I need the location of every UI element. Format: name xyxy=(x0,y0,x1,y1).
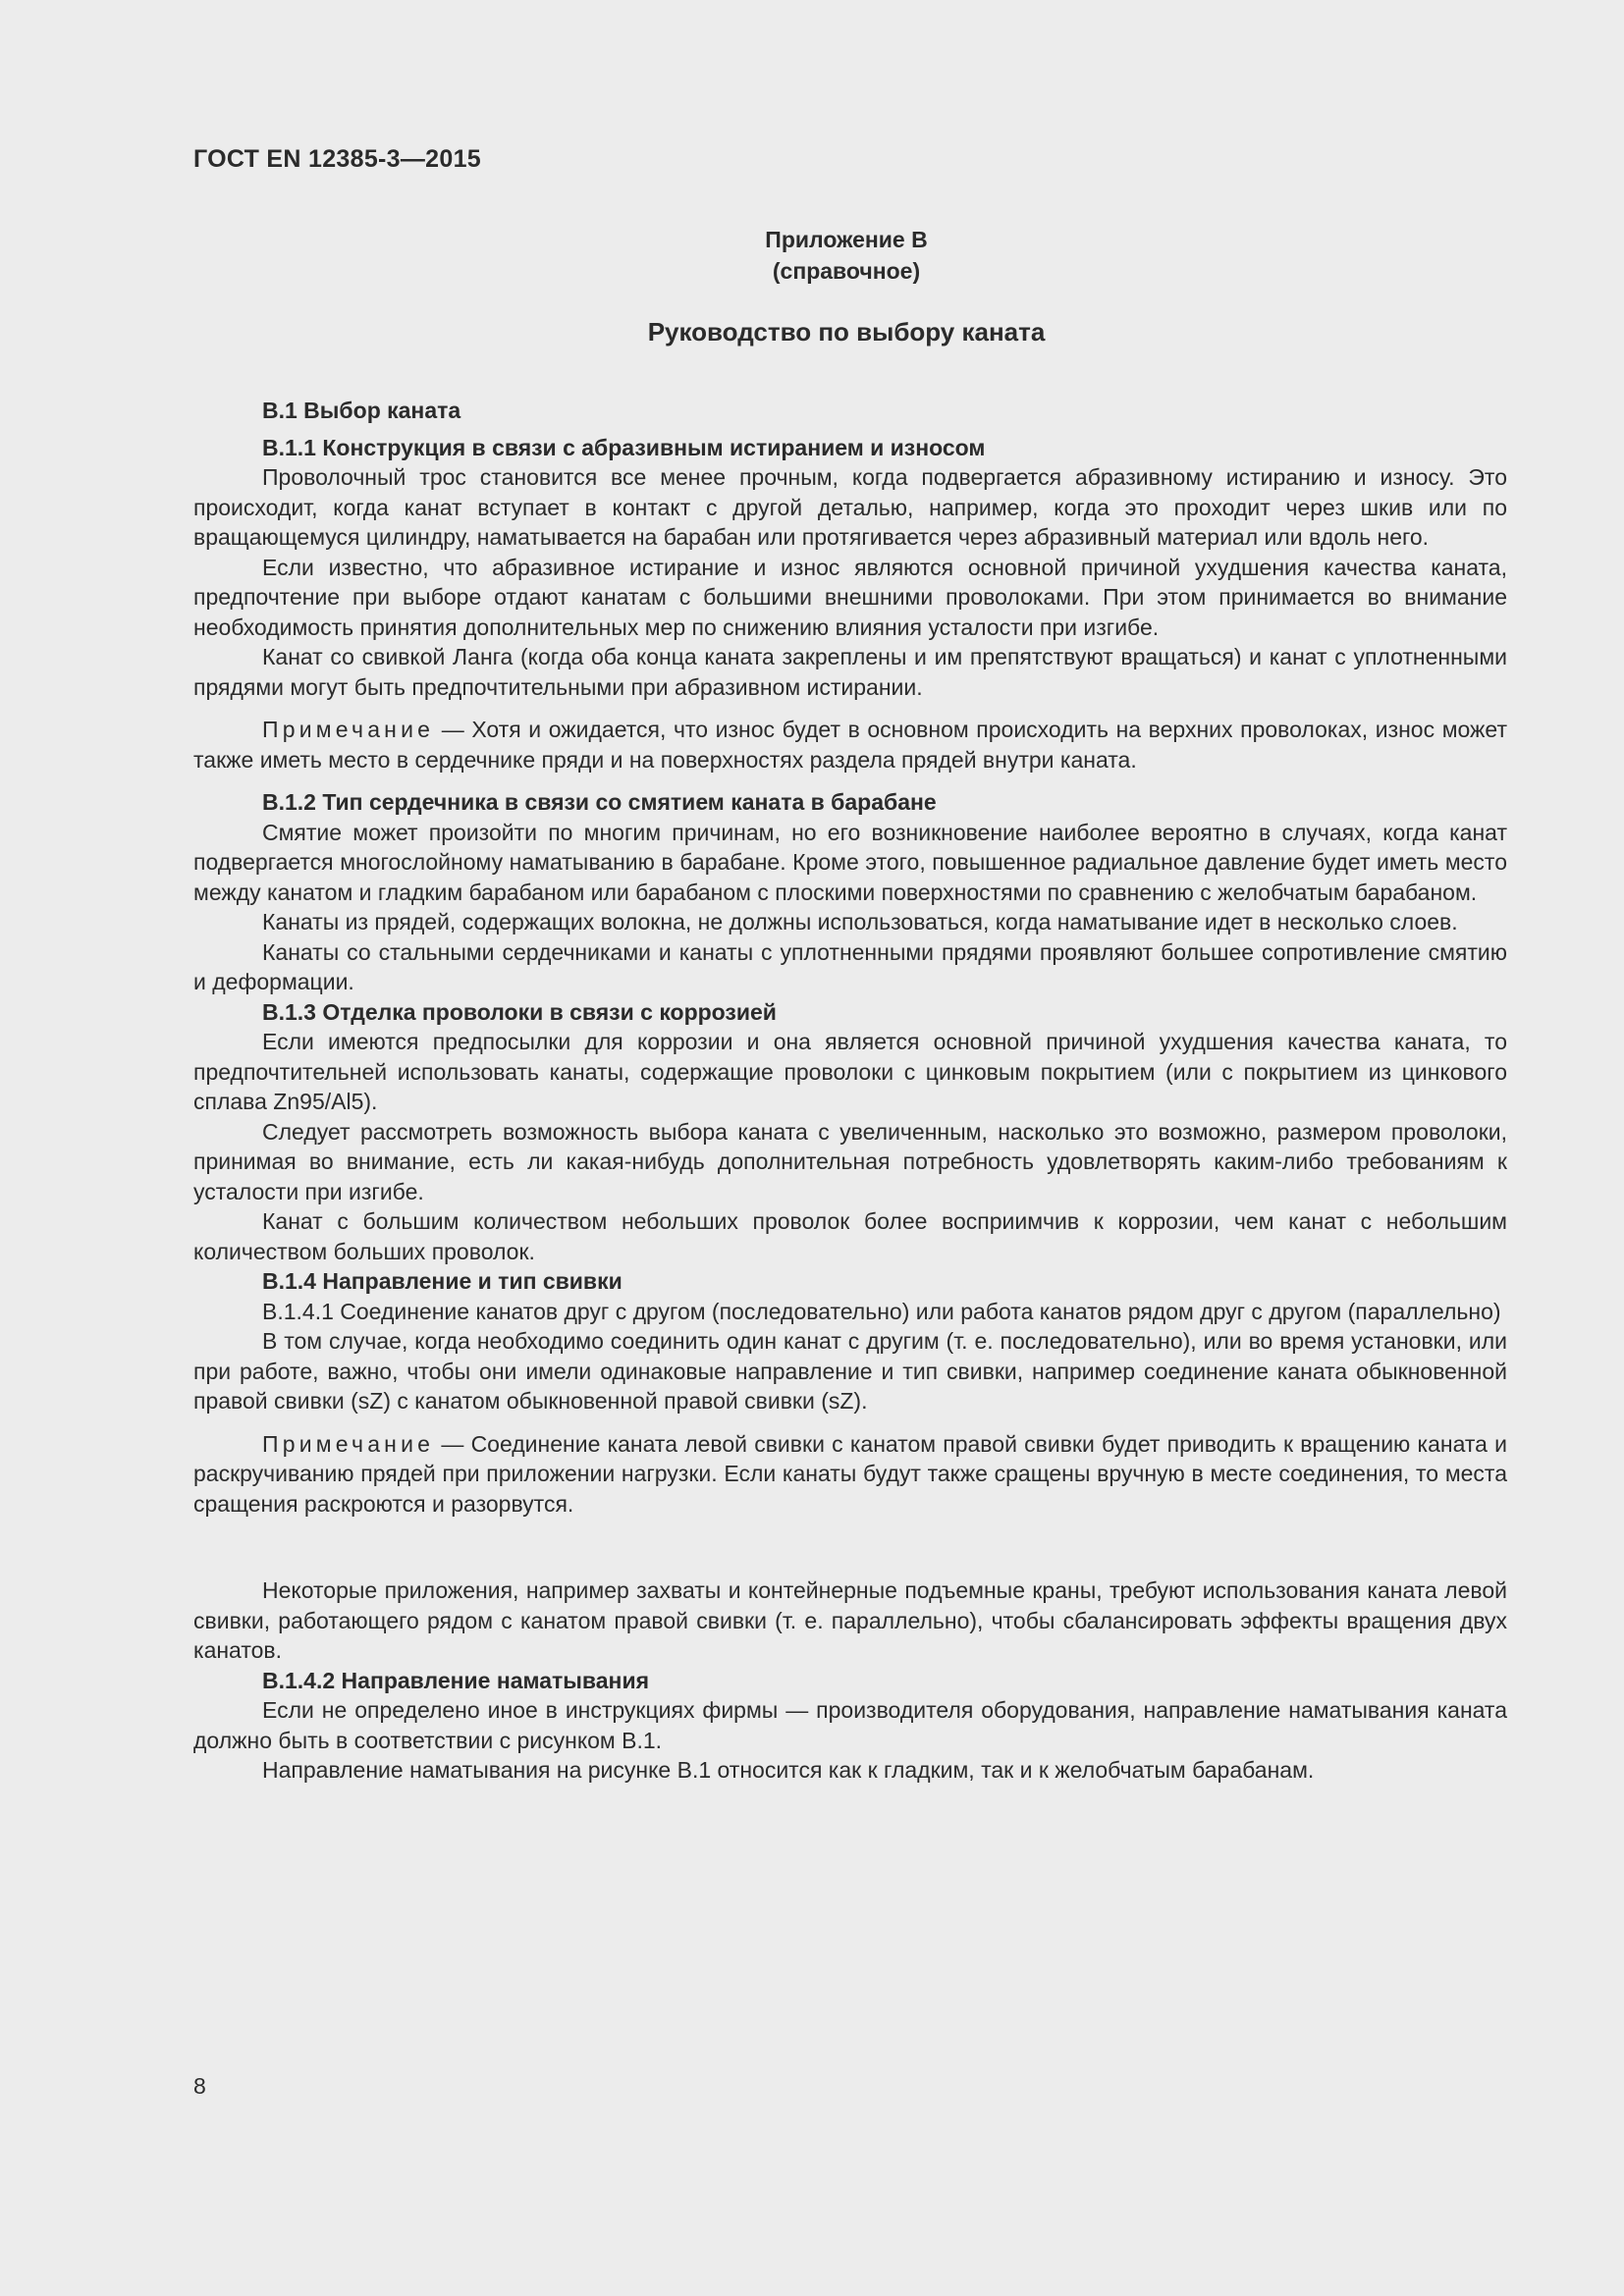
note-text: — Соединение каната левой свивки с канатом правой свивки будет приводить к вращению каната и раскручиванию прядей при приложении нагрузки. Если канаты будут также сращены вручную в месте соединения, то места сращения раскроются и разорвутся. xyxy=(193,1430,1507,1517)
subsection-heading: В.1.4.2 Направление наматывания xyxy=(262,1667,649,1693)
document-code: ГОСТ EN 12385-3—2015 xyxy=(193,145,481,173)
paragraph: Если не определено иное в инструкциях фирмы — производителя оборудования, направление наматывания каната должно быть в соответствии с рисунком В.1. xyxy=(193,1697,1507,1753)
annex-title: Приложение В xyxy=(765,227,928,252)
document-body xyxy=(193,396,1507,1786)
note-label: Примечание xyxy=(262,717,435,742)
paragraph: Канат с большим количеством небольших проволок более восприимчив к коррозии, чем канат с небольшим количеством больших проволок. xyxy=(193,1208,1507,1264)
note xyxy=(193,715,1507,774)
note-label: Примечание xyxy=(262,1430,435,1457)
note-text: — Хотя и ожидается, что износ будет в основном происходить на верхних проволоках, износ может также иметь место в сердечнике пряди и на поверхностях раздела прядей внутри каната. xyxy=(193,717,1507,773)
paragraph: Смятие может произойти по многим причинам, но его возникновение наиболее вероятно в случаях, когда канат подвергается многослойному наматыванию в барабане. Кроме этого, повышенное радиальное давление будет иметь место между канатом и гладким барабаном или барабаном с плоскими поверхностями по сравнению с желобчатым барабаном. xyxy=(193,819,1507,905)
paragraph: Если известно, что абразивное истирание и износ являются основной причиной ухудшения качества каната, предпочтение при выборе отдают канатам с большими внешними проволоками. При этом принимается во внимание необходимость принятия дополнительных мер по снижению влияния усталости при изгибе. xyxy=(193,554,1507,640)
paragraph: Проволочный трос становится все менее прочным, когда подвергается абразивному истиранию и износу. Это происходит, когда канат вступает в контакт с другой деталью, например, когда это проходит через шкив или по вращающемуся цилиндру, наматывается на барабан или протягивается через абразивный материал или вдоль него. xyxy=(193,464,1507,550)
paragraph: Если имеются предпосылки для коррозии и она является основной причиной ухудшения качества каната, то предпочтительней использовать канаты, содержащие проволоки с цинковым покрытием (или с покрытием из цинкового сплава Zn95/Al5). xyxy=(193,1029,1507,1114)
subsection-heading: В.1.4 Направление и тип свивки xyxy=(262,1268,623,1294)
paragraph: В том случае, когда необходимо соединить один канат с другим (т. е. последовательно), или во время установки, или при работе, важно, чтобы они имели одинаковые направление и тип свивки, например соединение каната обыкновенной правой свивки (sZ) с канатом обыкновенной правой свивки (sZ). xyxy=(193,1328,1507,1414)
paragraph: Канаты из прядей, содержащих волокна, не должны использоваться, когда наматывание идет в несколько слоев. xyxy=(262,909,1458,934)
annex-heading xyxy=(0,224,1624,287)
annex-type: (справочное) xyxy=(772,258,921,284)
section-heading: В.1 Выбор каната xyxy=(262,398,461,423)
subsection-heading: В.1.2 Тип сердечника в связи со смятием каната в барабане xyxy=(262,789,937,815)
paragraph: Следует рассмотреть возможность выбора каната с увеличенным, насколько это возможно, размером проволоки, принимая во внимание, есть ли какая-нибудь дополнительная потребность удовлетворять каким-либо требованиям к усталости при изгибе. xyxy=(193,1118,1507,1204)
paragraph: Некоторые приложения, например захваты и контейнерные подъемные краны, требуют использования каната левой свивки, работающего рядом с канатом правой свивки (т. е. параллельно), чтобы сбалансировать эффекты вращения двух канатов. xyxy=(193,1577,1507,1663)
subsection-heading: В.1.1 Конструкция в связи с абразивным истиранием и износом xyxy=(262,434,986,460)
subsection-heading: В.1.3 Отделка проволоки в связи с коррозией xyxy=(262,998,777,1025)
paragraph: Канаты со стальными сердечниками и канаты с уплотненными прядями проявляют большее сопротивление смятию и деформации. xyxy=(193,938,1507,994)
page-number: 8 xyxy=(193,2073,206,2099)
paragraph: В.1.4.1 Соединение канатов друг с другом (последовательно) или работа канатов рядом друг с другом (параллельно) xyxy=(262,1298,1501,1324)
annex-subject-title: Руководство по выбору каната xyxy=(647,317,1046,347)
note xyxy=(193,1429,1507,1520)
paragraph: Направление наматывания на рисунке В.1 относится как к гладким, так и к желобчатым барабанам. xyxy=(262,1757,1315,1783)
paragraph: Канат со свивкой Ланга (когда оба конца каната закреплены и им препятствуют вращаться) и канат с уплотненными прядями могут быть предпочтительными при абразивном истирании. xyxy=(193,644,1507,700)
